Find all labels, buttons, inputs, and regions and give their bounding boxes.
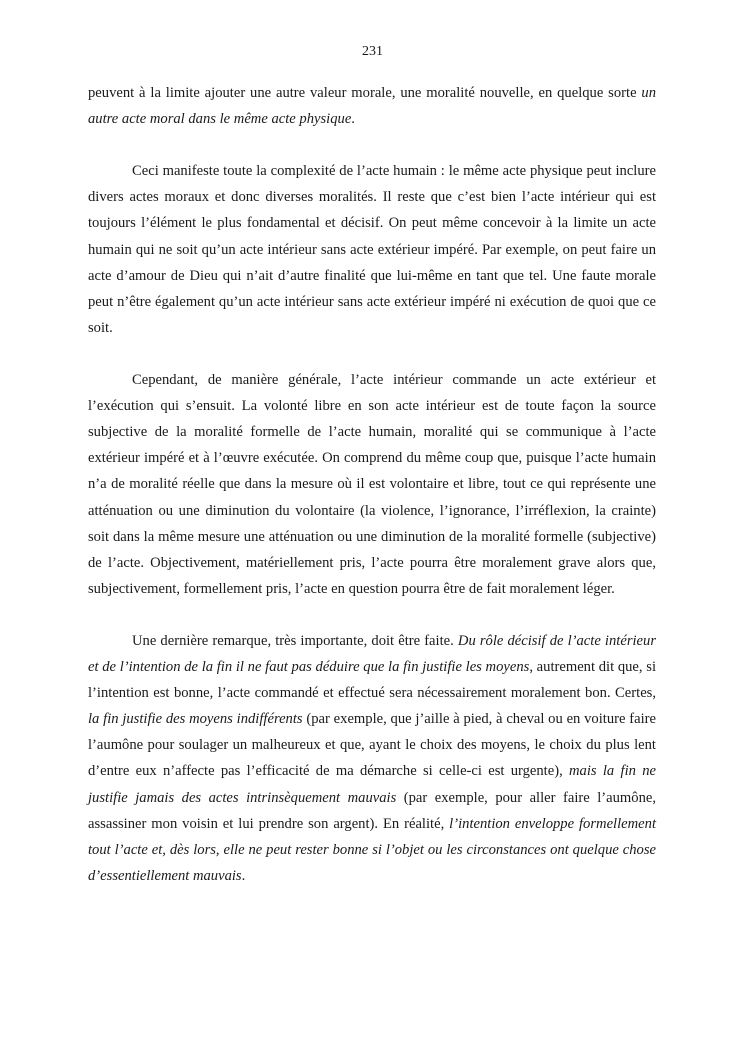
paragraph-complexite	[88, 158, 656, 341]
text-run: .	[241, 867, 246, 884]
text-run: peuvent à la limite ajouter une autre valeur morale, une moralité nouvelle, en quelque sorte	[88, 85, 642, 101]
text-run: (par exemple, pour aller faire l’aumône, assassiner mon voisin et lui prendre son argent). En réalité,	[88, 789, 656, 832]
text-run-italic: l’intention enveloppe formellement tout l’acte et, dès lors, elle ne peut rester bonne si l’objet ou les circonstances ont quelque chose d’essentiellement mauvais	[88, 815, 656, 884]
text-run-italic: Du rôle décisif de l’acte intérieur et de l’intention de la fin il ne faut pas déduire que la fin justifie les moyens	[88, 632, 657, 676]
text-run: Cependant, de manière générale, l’acte intérieur commande un acte extérieur et l’exécution qui s’ensuit. La volonté libre en son acte intérieur est de toute façon la source subjective de la moralité formelle de l’acte humain, moralité qui se communique à l’acte extérieur impéré et à l’œuvre exécutée. On comprend du même coup que, puisque l’acte humain n’a de moralité réelle que dans la mesure où il est volontaire et libre, tout ce qui représente une atténuation ou une diminution du volontaire (la violence, l’ignorance, l’irréflexion, la crainte) soit dans la même mesure une atténuation ou une diminution de la moralité formelle (subjective) de l’acte. Objectivement, matériellement pris, l’acte pourra être moralement grave alors que, subjectivement, formellement pris, l’acte en question pourra être de fait moralement léger.	[88, 372, 656, 597]
paragraph-continuation	[88, 80, 656, 132]
text-run-italic: mais la fin ne justifie jamais des actes intrinsèquement mauvais	[88, 763, 656, 806]
text-run-italic: un autre acte moral dans le même acte physique	[88, 85, 656, 128]
text-run: .	[351, 111, 355, 128]
paragraph-cependant	[88, 367, 656, 602]
paragraph-derniere-remarque	[88, 628, 656, 889]
document-body	[88, 80, 656, 915]
text-run: , autrement dit que, si l’intention est bonne, l’acte commandé et effectué sera nécessairement moralement bon. Certes,	[88, 659, 656, 702]
text-run: Ceci manifeste toute la complexité de l’acte humain : le même acte physique peut inclure divers actes moraux et donc diverses moralités. Il reste que c’est bien l’acte intérieur qui est toujours l’élément le plus fondamental et décisif. On peut même concevoir à la limite un acte humain qui ne soit qu’un acte intérieur sans acte extérieur impéré. Par exemple, on peut faire un acte d’amour de Dieu qui n’ait d’autre finalité que lui-même en tant que tel. Une faute morale peut n’être également qu’un acte intérieur sans acte extérieur impéré ni exécution de quoi que ce soit.	[88, 163, 656, 336]
text-run: Une dernière remarque, très importante, doit être faite.	[132, 632, 458, 649]
text-run: (par exemple, que j’aille à pied, à cheval ou en voiture faire l’aumône pour soulager un malheureux et que, ayant le choix des moyens, le choix du plus lent d’entre eux n’affecte pas l’efficacité de ma démarche si celle-ci est urgente),	[88, 711, 656, 780]
text-run-italic: la fin justifie des moyens indifférents	[88, 711, 303, 728]
page-number: 231	[362, 44, 383, 59]
